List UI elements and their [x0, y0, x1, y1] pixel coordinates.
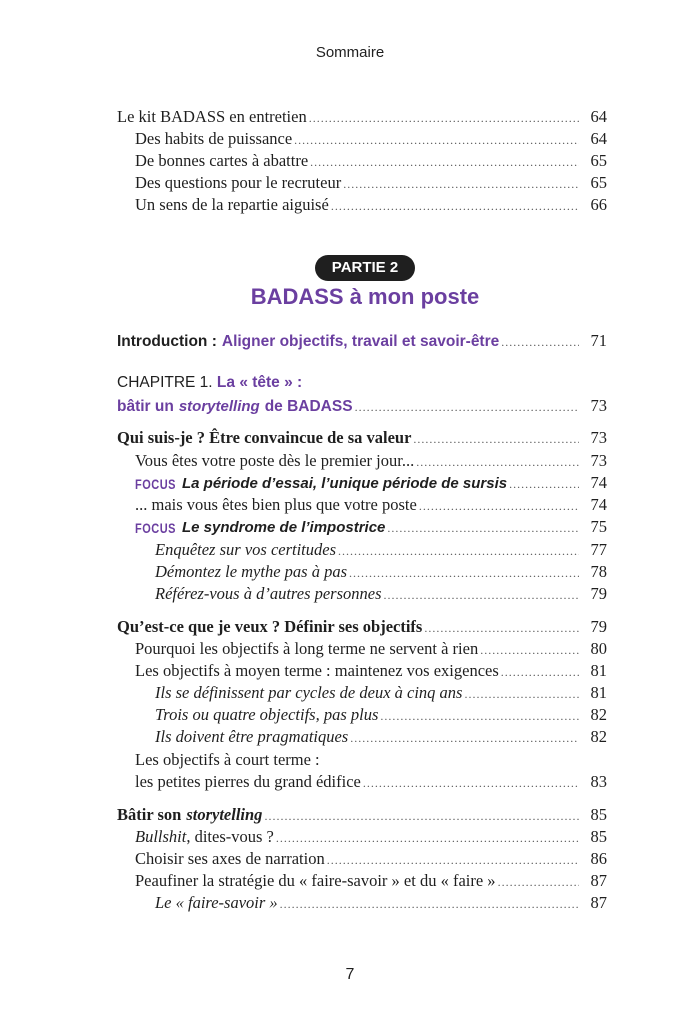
- toc-entry[interactable]: [135, 772, 607, 794]
- toc-page: 79: [590, 617, 607, 636]
- toc-page: 74: [590, 495, 607, 514]
- chapter-title: bâtir un: [117, 398, 174, 415]
- focus-tag: FOCUS: [135, 477, 176, 493]
- toc-page: 81: [590, 661, 607, 680]
- toc-entry-title: Le « faire-savoir »: [155, 893, 278, 912]
- toc-page: 74: [590, 473, 607, 492]
- toc-entry-title: ... mais vous êtes bien plus que votre poste: [135, 495, 417, 514]
- toc-page: 85: [590, 827, 607, 846]
- toc-page: 86: [590, 849, 607, 868]
- toc-entry-title: Ils se définissent par cycles de deux à cinq ans: [155, 683, 463, 702]
- toc-page: 73: [590, 451, 607, 470]
- toc-page: 78: [590, 562, 607, 581]
- toc-entry-title: Un sens de la repartie aiguisé: [135, 195, 329, 214]
- toc-entry-title: , dites-vous ?: [186, 827, 274, 846]
- toc-entry-title: Pourquoi les objectifs à long terme ne servent à rien: [135, 639, 479, 658]
- toc-entry-title: Vous êtes votre poste dès le premier jour...: [135, 451, 415, 470]
- toc-page: 75: [590, 517, 607, 536]
- toc-entry-title: La période d’essai, l’unique période de sursis: [182, 475, 508, 492]
- toc-entry[interactable]: [155, 584, 607, 606]
- running-header: Sommaire: [315, 44, 385, 61]
- toc-page: 87: [590, 871, 607, 890]
- toc-entry[interactable]: [135, 129, 607, 151]
- leader-dots: [384, 588, 579, 603]
- leader-dots: [280, 897, 579, 912]
- toc-entry-title: Les objectifs à moyen terme : maintenez vos exigences: [135, 661, 499, 680]
- toc-entry-title: Peaufiner la stratégie du « faire-savoir » et du « faire »: [135, 871, 496, 890]
- toc-page: 77: [590, 540, 607, 559]
- leader-dots: [327, 853, 579, 868]
- toc-entry[interactable]: [135, 849, 607, 871]
- leader-dots: [363, 776, 579, 791]
- leader-dots: [498, 875, 579, 890]
- toc-entry-title: Des habits de puissance: [135, 129, 293, 148]
- part-badge: PARTIE 2: [315, 255, 415, 281]
- toc-entry-title: Ils doivent être pragmatiques: [155, 727, 349, 746]
- leader-dots: [355, 400, 579, 415]
- toc-entry-title: Des questions pour le recruteur: [135, 173, 342, 192]
- leader-dots: [276, 831, 579, 846]
- toc-entry[interactable]: [155, 893, 607, 915]
- leader-dots: [309, 111, 579, 126]
- leader-dots: [350, 731, 579, 746]
- toc-entry[interactable]: [135, 639, 607, 661]
- toc-entry-title: Trois ou quatre objectifs, pas plus: [155, 705, 379, 724]
- toc-section-1[interactable]: [117, 428, 607, 450]
- toc-entry-title: les petites pierres du grand édifice: [135, 772, 361, 791]
- toc-entry-kit[interactable]: [117, 107, 607, 129]
- toc-entry[interactable]: [135, 151, 607, 173]
- toc-section-2[interactable]: [117, 617, 607, 639]
- leader-dots: [413, 432, 579, 447]
- intro-title: Aligner objectifs, travail et savoir-être: [221, 333, 500, 350]
- toc-entry-title: Le kit BADASS en entretien: [117, 107, 307, 126]
- toc-entry-focus[interactable]: [135, 473, 607, 495]
- toc-entry[interactable]: [135, 871, 607, 893]
- toc-entry[interactable]: [135, 495, 607, 517]
- toc-entry[interactable]: [135, 451, 607, 473]
- leader-dots: [480, 643, 579, 658]
- leader-dots: [294, 133, 579, 148]
- page-number: 7: [345, 966, 355, 983]
- leader-dots: [501, 335, 579, 350]
- toc-page: 82: [590, 705, 607, 724]
- toc-entry[interactable]: [135, 661, 607, 683]
- toc-page: 80: [590, 639, 607, 658]
- toc-page: 65: [590, 173, 607, 192]
- leader-dots: [501, 665, 579, 680]
- toc-section-3[interactable]: [117, 805, 607, 827]
- chapter-title: La « tête » :: [216, 374, 303, 391]
- toc-entry[interactable]: [155, 705, 607, 727]
- toc-page: 73: [590, 428, 607, 447]
- toc-entry-title: Bâtir son: [117, 805, 182, 824]
- toc-entry-title: Qu’est-ce que je veux ? Définir ses objectifs: [117, 617, 423, 636]
- toc-page: 66: [590, 195, 607, 214]
- toc-entry-focus[interactable]: [135, 517, 607, 539]
- toc-entry[interactable]: [135, 827, 607, 849]
- leader-dots: [509, 477, 579, 492]
- toc-entry-title: Enquêtez sur vos certitudes: [155, 540, 337, 559]
- toc-entry-line: Les objectifs à court terme :: [135, 750, 320, 769]
- leader-dots: [310, 155, 579, 170]
- toc-page: 73: [590, 396, 607, 415]
- toc-entry[interactable]: [155, 562, 607, 584]
- toc-page: 79: [590, 584, 607, 603]
- toc-page: 65: [590, 151, 607, 170]
- focus-tag: FOCUS: [135, 521, 176, 537]
- leader-dots: [338, 544, 579, 559]
- toc-page: 71: [590, 331, 607, 350]
- toc-entry[interactable]: [135, 195, 607, 217]
- leader-dots: [343, 177, 579, 192]
- toc-page: 85: [590, 805, 607, 824]
- leader-dots: [380, 709, 579, 724]
- toc-entry-intro[interactable]: [117, 331, 607, 353]
- toc-entry-title: Référez-vous à d’autres personnes: [155, 584, 382, 603]
- toc-page: 87: [590, 893, 607, 912]
- leader-dots: [416, 455, 579, 470]
- leader-dots: [424, 621, 579, 636]
- leader-dots: [419, 499, 579, 514]
- toc-entry[interactable]: [155, 727, 607, 749]
- toc-entry-title: Le syndrome de l’impostrice: [182, 519, 386, 536]
- chapter-title-italic: storytelling: [178, 398, 260, 415]
- toc-entry-chapter[interactable]: [117, 396, 607, 418]
- part-title: BADASS à mon poste: [250, 284, 480, 309]
- toc-entry-title: De bonnes cartes à abattre: [135, 151, 309, 170]
- toc-entry-title: Qui suis-je ? Être convaincue de sa valeur: [117, 428, 412, 447]
- leader-dots: [331, 199, 579, 214]
- leader-dots: [464, 687, 579, 702]
- chapter-title: de BADASS: [264, 398, 353, 415]
- intro-label: Introduction :: [117, 333, 217, 350]
- toc-entry[interactable]: [155, 540, 607, 562]
- leader-dots: [387, 521, 579, 536]
- toc-entry-title-italic: Bullshit: [135, 827, 187, 846]
- toc-entry-title: Choisir ses axes de narration: [135, 849, 325, 868]
- toc-entry[interactable]: [155, 683, 607, 705]
- leader-dots: [264, 809, 579, 824]
- chapter-label: CHAPITRE 1.: [117, 374, 213, 391]
- toc-entry-title: Démontez le mythe pas à pas: [155, 562, 348, 581]
- toc-page: 83: [590, 772, 607, 791]
- toc-page: 81: [590, 683, 607, 702]
- leader-dots: [349, 566, 579, 581]
- chapter-heading-line1: [117, 374, 302, 392]
- toc-page: 64: [590, 107, 607, 126]
- toc-entry[interactable]: [135, 173, 607, 195]
- toc-entry-title-italic: storytelling: [186, 805, 263, 824]
- toc-page: 64: [590, 129, 607, 148]
- toc-page: 82: [590, 727, 607, 746]
